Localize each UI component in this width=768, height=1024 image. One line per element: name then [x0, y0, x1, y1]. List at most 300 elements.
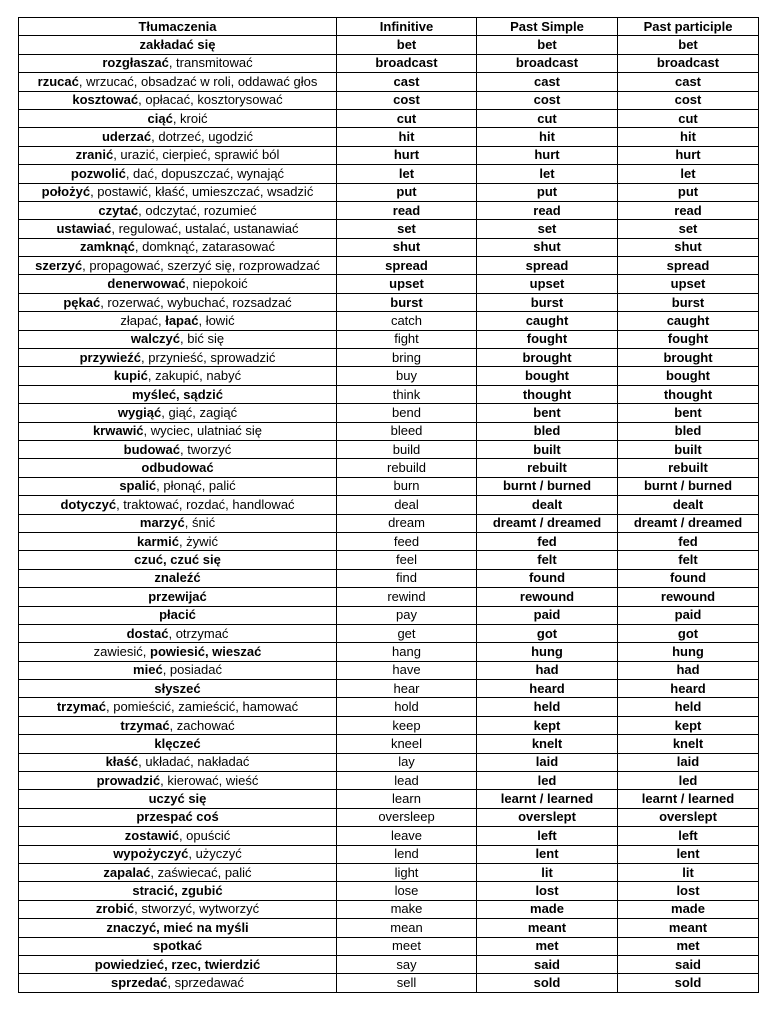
- infinitive-cell: read: [337, 201, 477, 219]
- table-row: [19, 588, 759, 606]
- translation-normal-part: , zakupić, nabyć: [147, 368, 242, 384]
- table-row: [19, 422, 759, 440]
- infinitive-cell: cast: [337, 73, 477, 91]
- translation-bold-part: uderzać: [101, 129, 152, 145]
- translation-bold-part: płacić: [159, 607, 196, 623]
- past-participle-cell: caught: [618, 312, 759, 330]
- table-row: [19, 661, 759, 679]
- infinitive-cell: learn: [337, 790, 477, 808]
- translation-cell: [19, 827, 337, 845]
- translation-normal-part: , układać, nakładać: [138, 754, 250, 770]
- past-participle-cell: fed: [618, 532, 759, 550]
- past-simple-cell: spread: [477, 257, 618, 275]
- table-row: [19, 201, 759, 219]
- table-row: [19, 569, 759, 587]
- translation-cell: [19, 128, 337, 146]
- past-simple-cell: fed: [477, 532, 618, 550]
- table-row: [19, 109, 759, 127]
- past-participle-cell: made: [618, 900, 759, 918]
- table-row: [19, 680, 759, 698]
- table-row: [19, 165, 759, 183]
- past-simple-cell: broadcast: [477, 54, 618, 72]
- table-row: [19, 716, 759, 734]
- table-row: [19, 863, 759, 881]
- translation-normal-part: , giąć, zagiąć: [161, 404, 238, 420]
- translation-bold-part: dostać: [126, 625, 169, 641]
- table-row: [19, 404, 759, 422]
- translation-bold-part: czuć, czuć się: [134, 552, 221, 568]
- translation-normal-part: , otrzymać: [168, 625, 229, 641]
- translation-normal-part: , opuścić: [178, 827, 231, 843]
- past-participle-cell: shut: [618, 238, 759, 256]
- infinitive-cell: kneel: [337, 735, 477, 753]
- past-participle-cell: built: [618, 440, 759, 458]
- past-simple-cell: cost: [477, 91, 618, 109]
- translation-cell: [19, 606, 337, 624]
- translation-bold-part: sprzedać: [111, 975, 168, 990]
- past-simple-cell: hung: [477, 643, 618, 661]
- translation-cell: [19, 974, 337, 992]
- past-participle-cell: got: [618, 624, 759, 642]
- table-row: [19, 900, 759, 918]
- infinitive-cell: cut: [337, 109, 477, 127]
- past-simple-cell: bent: [477, 404, 618, 422]
- infinitive-cell: think: [337, 385, 477, 403]
- translation-bold-part: rozgłaszać: [102, 55, 169, 71]
- past-simple-cell: shut: [477, 238, 618, 256]
- translation-bold-part: rzucać: [37, 73, 79, 89]
- translation-cell: [19, 275, 337, 293]
- irregular-verbs-table: [18, 17, 759, 993]
- table-row: [19, 54, 759, 72]
- past-participle-cell: meant: [618, 919, 759, 937]
- past-simple-cell: cast: [477, 73, 618, 91]
- past-participle-cell: held: [618, 698, 759, 716]
- translation-normal-part: , wyciec, ulatniać się: [143, 423, 263, 439]
- translation-bold-part: karmić: [137, 533, 179, 549]
- infinitive-cell: hang: [337, 643, 477, 661]
- translation-cell: [19, 698, 337, 716]
- past-participle-cell: burnt / burned: [618, 477, 759, 495]
- past-simple-cell: dealt: [477, 496, 618, 514]
- past-simple-cell: led: [477, 772, 618, 790]
- translation-cell: [19, 201, 337, 219]
- past-participle-cell: cast: [618, 73, 759, 91]
- translation-bold-part: szerzyć: [35, 257, 83, 273]
- past-participle-cell: thought: [618, 385, 759, 403]
- past-simple-cell: bought: [477, 367, 618, 385]
- past-participle-cell: knelt: [618, 735, 759, 753]
- past-simple-cell: bet: [477, 36, 618, 54]
- header-past-simple: Past Simple: [477, 18, 618, 36]
- past-participle-cell: bent: [618, 404, 759, 422]
- past-simple-cell: hit: [477, 128, 618, 146]
- past-participle-cell: paid: [618, 606, 759, 624]
- table-row: [19, 698, 759, 716]
- past-simple-cell: fought: [477, 330, 618, 348]
- past-simple-cell: felt: [477, 551, 618, 569]
- translation-cell: [19, 293, 337, 311]
- infinitive-cell: lose: [337, 882, 477, 900]
- infinitive-cell: burn: [337, 477, 477, 495]
- past-participle-cell: bought: [618, 367, 759, 385]
- translation-normal-part: , postawić, kłaść, umieszczać, wsadzić: [90, 184, 314, 200]
- translation-cell: [19, 165, 337, 183]
- translation-cell: [19, 863, 337, 881]
- infinitive-cell: shut: [337, 238, 477, 256]
- translation-cell: [19, 845, 337, 863]
- translation-bold-part: znaleźć: [154, 570, 201, 586]
- translation-cell: [19, 109, 337, 127]
- past-simple-cell: cut: [477, 109, 618, 127]
- past-simple-cell: read: [477, 201, 618, 219]
- translation-normal-part: , zachować: [169, 717, 235, 733]
- past-simple-cell: bled: [477, 422, 618, 440]
- past-simple-cell: sold: [477, 974, 618, 992]
- translation-bold-part: przespać coś: [136, 809, 219, 825]
- infinitive-cell: hit: [337, 128, 477, 146]
- past-participle-cell: laid: [618, 753, 759, 771]
- infinitive-cell: spread: [337, 257, 477, 275]
- translation-normal-part: , pomieścić, zamieścić, hamować: [105, 699, 299, 715]
- table-row: [19, 643, 759, 661]
- translation-bold-part: pękać: [63, 294, 101, 310]
- translation-bold-part: kosztować: [72, 92, 139, 108]
- table-row: [19, 624, 759, 642]
- past-simple-cell: made: [477, 900, 618, 918]
- translation-normal-part: , domknąć, zatarasować: [134, 239, 276, 255]
- infinitive-cell: set: [337, 220, 477, 238]
- translation-cell: [19, 440, 337, 458]
- translation-bold-part: spotkać: [152, 938, 203, 954]
- translation-cell: [19, 753, 337, 771]
- past-simple-cell: thought: [477, 385, 618, 403]
- translation-normal-part: , przynieść, sprowadzić: [141, 349, 276, 365]
- past-simple-cell: burst: [477, 293, 618, 311]
- translation-cell: [19, 532, 337, 550]
- translation-normal-part: , śnić: [184, 515, 216, 531]
- infinitive-cell: hold: [337, 698, 477, 716]
- translation-cell: [19, 937, 337, 955]
- translation-cell: [19, 459, 337, 477]
- infinitive-cell: fight: [337, 330, 477, 348]
- infinitive-cell: upset: [337, 275, 477, 293]
- infinitive-cell: bet: [337, 36, 477, 54]
- past-participle-cell: rewound: [618, 588, 759, 606]
- translation-normal-part: , dać, dopuszczać, wynająć: [125, 165, 285, 181]
- table-row: [19, 146, 759, 164]
- translation-cell: [19, 330, 337, 348]
- past-simple-cell: said: [477, 955, 618, 973]
- table-row: [19, 477, 759, 495]
- translation-cell: [19, 367, 337, 385]
- past-simple-cell: put: [477, 183, 618, 201]
- translation-bold-part: trzymać: [120, 717, 170, 733]
- table-row: [19, 937, 759, 955]
- translation-normal-part: , sprzedawać: [167, 975, 244, 990]
- translation-bold-part: prowadzić: [96, 772, 161, 788]
- table-row: [19, 238, 759, 256]
- infinitive-cell: rewind: [337, 588, 477, 606]
- past-simple-cell: hurt: [477, 146, 618, 164]
- translation-cell: [19, 735, 337, 753]
- translation-cell: [19, 385, 337, 403]
- infinitive-cell: bend: [337, 404, 477, 422]
- infinitive-cell: bleed: [337, 422, 477, 440]
- infinitive-cell: dream: [337, 514, 477, 532]
- translation-cell: [19, 238, 337, 256]
- translation-cell: [19, 183, 337, 201]
- translation-bold-part: zrobić: [95, 901, 135, 917]
- table-row: [19, 496, 759, 514]
- translation-bold-part: zostawić: [124, 827, 179, 843]
- past-participle-cell: set: [618, 220, 759, 238]
- header-translation: Tłumaczenia: [19, 18, 337, 36]
- translation-normal-part: zawiesić,: [93, 643, 151, 659]
- table-row: [19, 919, 759, 937]
- header-past-participle: Past participle: [618, 18, 759, 36]
- translation-cell: [19, 569, 337, 587]
- translation-bold-part: krwawić: [92, 423, 144, 439]
- translation-cell: [19, 422, 337, 440]
- past-participle-cell: kept: [618, 716, 759, 734]
- past-participle-cell: sold: [618, 974, 759, 992]
- past-participle-cell: overslept: [618, 808, 759, 826]
- translation-cell: [19, 312, 337, 330]
- translation-bold-part: uczyć się: [148, 791, 207, 807]
- past-simple-cell: had: [477, 661, 618, 679]
- translation-bold-part: czytać: [98, 202, 139, 218]
- past-participle-cell: bled: [618, 422, 759, 440]
- infinitive-cell: lead: [337, 772, 477, 790]
- infinitive-cell: keep: [337, 716, 477, 734]
- past-participle-cell: left: [618, 827, 759, 845]
- past-simple-cell: met: [477, 937, 618, 955]
- translation-bold-part: ustawiać: [56, 220, 112, 236]
- translation-normal-part: , żywić: [178, 533, 218, 549]
- translation-bold-part: położyć: [41, 184, 91, 200]
- table-row: [19, 772, 759, 790]
- infinitive-cell: feed: [337, 532, 477, 550]
- infinitive-cell: light: [337, 863, 477, 881]
- table-row: [19, 551, 759, 569]
- translation-bold-part: stracić, zgubić: [132, 883, 223, 899]
- translation-normal-part: , bić się: [180, 331, 225, 347]
- table-row: [19, 514, 759, 532]
- past-simple-cell: upset: [477, 275, 618, 293]
- translation-bold-part: znaczyć, mieć na myśli: [106, 919, 249, 935]
- translation-bold-part: klęczeć: [154, 735, 201, 751]
- translation-cell: [19, 36, 337, 54]
- table-row: [19, 293, 759, 311]
- translation-normal-part: , opłacać, kosztorysować: [138, 92, 283, 108]
- infinitive-cell: lend: [337, 845, 477, 863]
- translation-bold-part: przywieźć: [79, 349, 142, 365]
- past-simple-cell: rebuilt: [477, 459, 618, 477]
- infinitive-cell: burst: [337, 293, 477, 311]
- translation-cell: [19, 220, 337, 238]
- header-infinitive: Infinitive: [337, 18, 477, 36]
- past-participle-cell: cost: [618, 91, 759, 109]
- table-row: [19, 73, 759, 91]
- past-participle-cell: let: [618, 165, 759, 183]
- past-participle-cell: brought: [618, 349, 759, 367]
- translation-normal-part: , dotrzeć, ugodzić: [151, 129, 254, 145]
- past-simple-cell: built: [477, 440, 618, 458]
- table-row: [19, 349, 759, 367]
- past-participle-cell: hurt: [618, 146, 759, 164]
- table-row: [19, 440, 759, 458]
- infinitive-cell: hear: [337, 680, 477, 698]
- infinitive-cell: meet: [337, 937, 477, 955]
- past-participle-cell: lit: [618, 863, 759, 881]
- past-participle-cell: broadcast: [618, 54, 759, 72]
- translation-cell: [19, 496, 337, 514]
- table-row: [19, 183, 759, 201]
- past-simple-cell: found: [477, 569, 618, 587]
- past-participle-cell: hit: [618, 128, 759, 146]
- past-simple-cell: lost: [477, 882, 618, 900]
- translation-cell: [19, 54, 337, 72]
- translation-cell: [19, 349, 337, 367]
- table-row: [19, 827, 759, 845]
- translation-normal-part: , transmitować: [168, 55, 253, 71]
- past-simple-cell: heard: [477, 680, 618, 698]
- translation-bold-part: dotyczyć: [60, 496, 117, 512]
- table-row: [19, 36, 759, 54]
- past-simple-cell: overslept: [477, 808, 618, 826]
- past-participle-cell: cut: [618, 109, 759, 127]
- table-row: [19, 330, 759, 348]
- translation-cell: [19, 919, 337, 937]
- translation-cell: [19, 955, 337, 973]
- translation-cell: [19, 643, 337, 661]
- infinitive-cell: catch: [337, 312, 477, 330]
- past-simple-cell: lit: [477, 863, 618, 881]
- past-simple-cell: laid: [477, 753, 618, 771]
- infinitive-cell: let: [337, 165, 477, 183]
- translation-bold-part: denerwować: [107, 276, 186, 292]
- translation-cell: [19, 73, 337, 91]
- translation-cell: [19, 404, 337, 422]
- translation-cell: [19, 882, 337, 900]
- infinitive-cell: put: [337, 183, 477, 201]
- infinitive-cell: mean: [337, 919, 477, 937]
- infinitive-cell: feel: [337, 551, 477, 569]
- translation-bold-part: kupić: [113, 368, 148, 384]
- translation-cell: [19, 551, 337, 569]
- table-row: [19, 808, 759, 826]
- translation-bold-part: powiedzieć, rzec, twierdzić: [94, 956, 261, 972]
- past-simple-cell: paid: [477, 606, 618, 624]
- translation-cell: [19, 790, 337, 808]
- translation-cell: [19, 716, 337, 734]
- past-simple-cell: meant: [477, 919, 618, 937]
- translation-normal-part: , kierować, wieść: [160, 772, 259, 788]
- translation-bold-part: walczyć: [130, 331, 181, 347]
- translation-cell: [19, 146, 337, 164]
- translation-cell: [19, 808, 337, 826]
- past-participle-cell: put: [618, 183, 759, 201]
- translation-normal-part: złapać,: [120, 312, 166, 328]
- translation-cell: [19, 477, 337, 495]
- past-participle-cell: had: [618, 661, 759, 679]
- past-simple-cell: lent: [477, 845, 618, 863]
- translation-bold-part: zamknąć: [79, 239, 135, 255]
- translation-bold-part: ciąć: [147, 110, 173, 126]
- past-participle-cell: found: [618, 569, 759, 587]
- past-simple-cell: held: [477, 698, 618, 716]
- past-simple-cell: brought: [477, 349, 618, 367]
- past-participle-cell: hung: [618, 643, 759, 661]
- past-participle-cell: upset: [618, 275, 759, 293]
- past-participle-cell: led: [618, 772, 759, 790]
- past-participle-cell: felt: [618, 551, 759, 569]
- translation-normal-part: , rozerwać, wybuchać, rozsadzać: [100, 294, 292, 310]
- table-row: [19, 753, 759, 771]
- translation-normal-part: , użyczyć: [188, 846, 242, 862]
- past-simple-cell: kept: [477, 716, 618, 734]
- past-participle-cell: learnt / learned: [618, 790, 759, 808]
- past-participle-cell: fought: [618, 330, 759, 348]
- translation-bold-part: przewijać: [148, 588, 207, 604]
- past-simple-cell: caught: [477, 312, 618, 330]
- infinitive-cell: leave: [337, 827, 477, 845]
- infinitive-cell: deal: [337, 496, 477, 514]
- infinitive-cell: pay: [337, 606, 477, 624]
- past-participle-cell: bet: [618, 36, 759, 54]
- header-row: [19, 18, 759, 36]
- infinitive-cell: sell: [337, 974, 477, 992]
- table-row: [19, 845, 759, 863]
- translation-normal-part: , tworzyć: [180, 441, 232, 457]
- infinitive-cell: bring: [337, 349, 477, 367]
- translation-normal-part: , niepokoić: [185, 276, 248, 292]
- translation-normal-part: , zaświecać, palić: [150, 864, 252, 880]
- past-simple-cell: rewound: [477, 588, 618, 606]
- table-row: [19, 367, 759, 385]
- translation-bold-part: powiesić, wieszać: [150, 643, 262, 659]
- table-row: [19, 974, 759, 992]
- translation-cell: [19, 588, 337, 606]
- past-participle-cell: dreamt / dreamed: [618, 514, 759, 532]
- translation-cell: [19, 91, 337, 109]
- infinitive-cell: buy: [337, 367, 477, 385]
- table-row: [19, 459, 759, 477]
- table-row: [19, 385, 759, 403]
- translation-normal-part: , posiadać: [162, 662, 222, 678]
- table-row: [19, 275, 759, 293]
- translation-bold-part: zranić: [75, 147, 114, 163]
- infinitive-cell: get: [337, 624, 477, 642]
- table-row: [19, 882, 759, 900]
- past-participle-cell: heard: [618, 680, 759, 698]
- translation-normal-part: , wrzucać, obsadzać w roli, oddawać głos: [78, 73, 318, 89]
- table-row: [19, 532, 759, 550]
- translation-cell: [19, 661, 337, 679]
- translation-cell: [19, 624, 337, 642]
- table-row: [19, 790, 759, 808]
- translation-normal-part: , kroić: [172, 110, 208, 126]
- infinitive-cell: find: [337, 569, 477, 587]
- table-row: [19, 735, 759, 753]
- past-simple-cell: let: [477, 165, 618, 183]
- translation-bold-part: spalić: [119, 478, 157, 494]
- translation-bold-part: mieć: [133, 662, 163, 678]
- past-participle-cell: read: [618, 201, 759, 219]
- infinitive-cell: hurt: [337, 146, 477, 164]
- infinitive-cell: broadcast: [337, 54, 477, 72]
